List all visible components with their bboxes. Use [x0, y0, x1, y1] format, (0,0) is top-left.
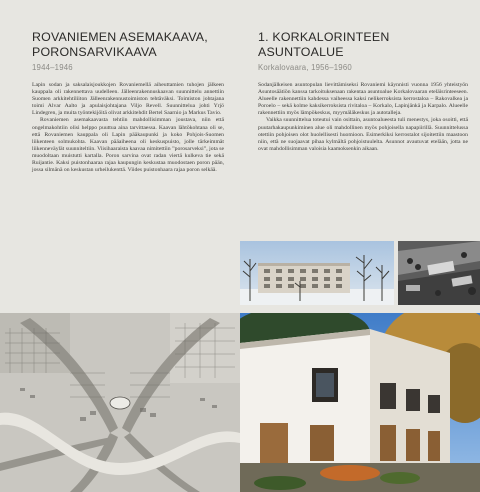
left-title-line-1: ROVANIEMEN ASEMAKAAVA, [32, 30, 208, 44]
rowhouse-autumn-photo [240, 313, 480, 492]
left-paragraph-2: Rovaniemen asemakaavasta tehtiin mahdollisimman joustava, niin että ongelmakohtiin olisi helppo puuttua aina tarvittaessa. Kaavan lähtökohtana oli se, että Rovaniemen kauppala oli Lapin pääkaupunki ja koko Pohjois-Suomen liikenteen solmukohta. Kaavan pääaiheena oli keskuspuisto, jolle tärkeimmät liikenneväylät suunniteltiin. Viisihaaraista kaavaa nimitettiin ”porosarveksi”, jota se muodoltaan muistutti kartalla. Poron sarvina ovat radan viertä kulkeva tie sekä Ruijantie. Kaksi puistonhaaraa rajaa kaupungin keskustaa muodostaen poron pään, jossa silmänä on keskustan urheilukenttä. Viides puistonhaara rajaa poron selkää. [32, 117, 224, 174]
left-article-title [32, 30, 224, 59]
right-paragraph-1: Sodanjälkeisen asuntopulan lievittämiseksi Rovaniemi käynnisti vuonna 1956 yhteistyön Asuntosäätiön kanssa tarkoituksenaan rakentaa asuntoalue Korkalovaaran eteläisrinteeseen. Alueelle rakennettiin kahdessa vaiheessa kaksi nelikerroksista kerrostaloa – Rakovalkea ja Poroelo – sekä kolme kaksikerroksista rivitaloa – Korkalo, Lapinjänkä ja Karpalo. Alueelle rakennettiin myös lämpökeskus, myymäläkeskus ja autotalleja. [258, 82, 468, 117]
right-article [258, 30, 468, 153]
left-article-body [32, 82, 224, 174]
right-article-years: Korkalovaara, 1956–1960 [258, 63, 352, 72]
left-article-years: 1944–1946 [32, 63, 73, 72]
right-article-body [258, 82, 468, 153]
left-title-line-2: PORONSARVIKAAVA [32, 44, 157, 59]
winter-apartment-photo [240, 241, 394, 305]
left-paragraph-1: Lapin sodan ja saksalaisjoukkojen Rovaniemellä aiheuttamien tuhojen jälkeen kauppala oli rakennettava uudelleen. Jälleenrakennuskaavan suunnittelu annettiin Suomen arkkitehtiliiton Jälleenrakennustoimiston tehtäväksi. Toimiston johtajana toimi Alvar Aalto ja apulaisjohtajana Viljo Revell. Suunnittelua johti Yrjö Lindegren, ja muita työntekijöitä olivat arkkitehdit Bertel Saarnio ja Markus Tavio. [32, 82, 224, 117]
right-title-line-1: 1. KORKALORINTEEN [258, 30, 390, 44]
right-article-title [258, 30, 468, 59]
right-title-line-2: ASUNTOALUE [258, 44, 344, 59]
bw-aerial-photo [398, 241, 480, 305]
reindeer-antler-plan-map [0, 313, 240, 492]
right-paragraph-2: Vaikka suunnittelua toteutui vain osittain, asuntoalueesta tuli menestys, joka osoitti, että puutarhakaupunkiminen alue oli mahdollinen myös pohjoisella napapiirillä. Suunnittelussa otettiin pohjoisen olot huolellisesti huomioon. Esimerkiksi kerrostalot sijoitettiin maastoon niin, että ne suojaavat pihaa kylmältä pohjoistuulelta. Asunnot avautuvat etelään, jotta ne ovat mahdollisimman valoisia kaamoksenkin aikaan. [258, 117, 468, 152]
left-article [32, 30, 224, 174]
